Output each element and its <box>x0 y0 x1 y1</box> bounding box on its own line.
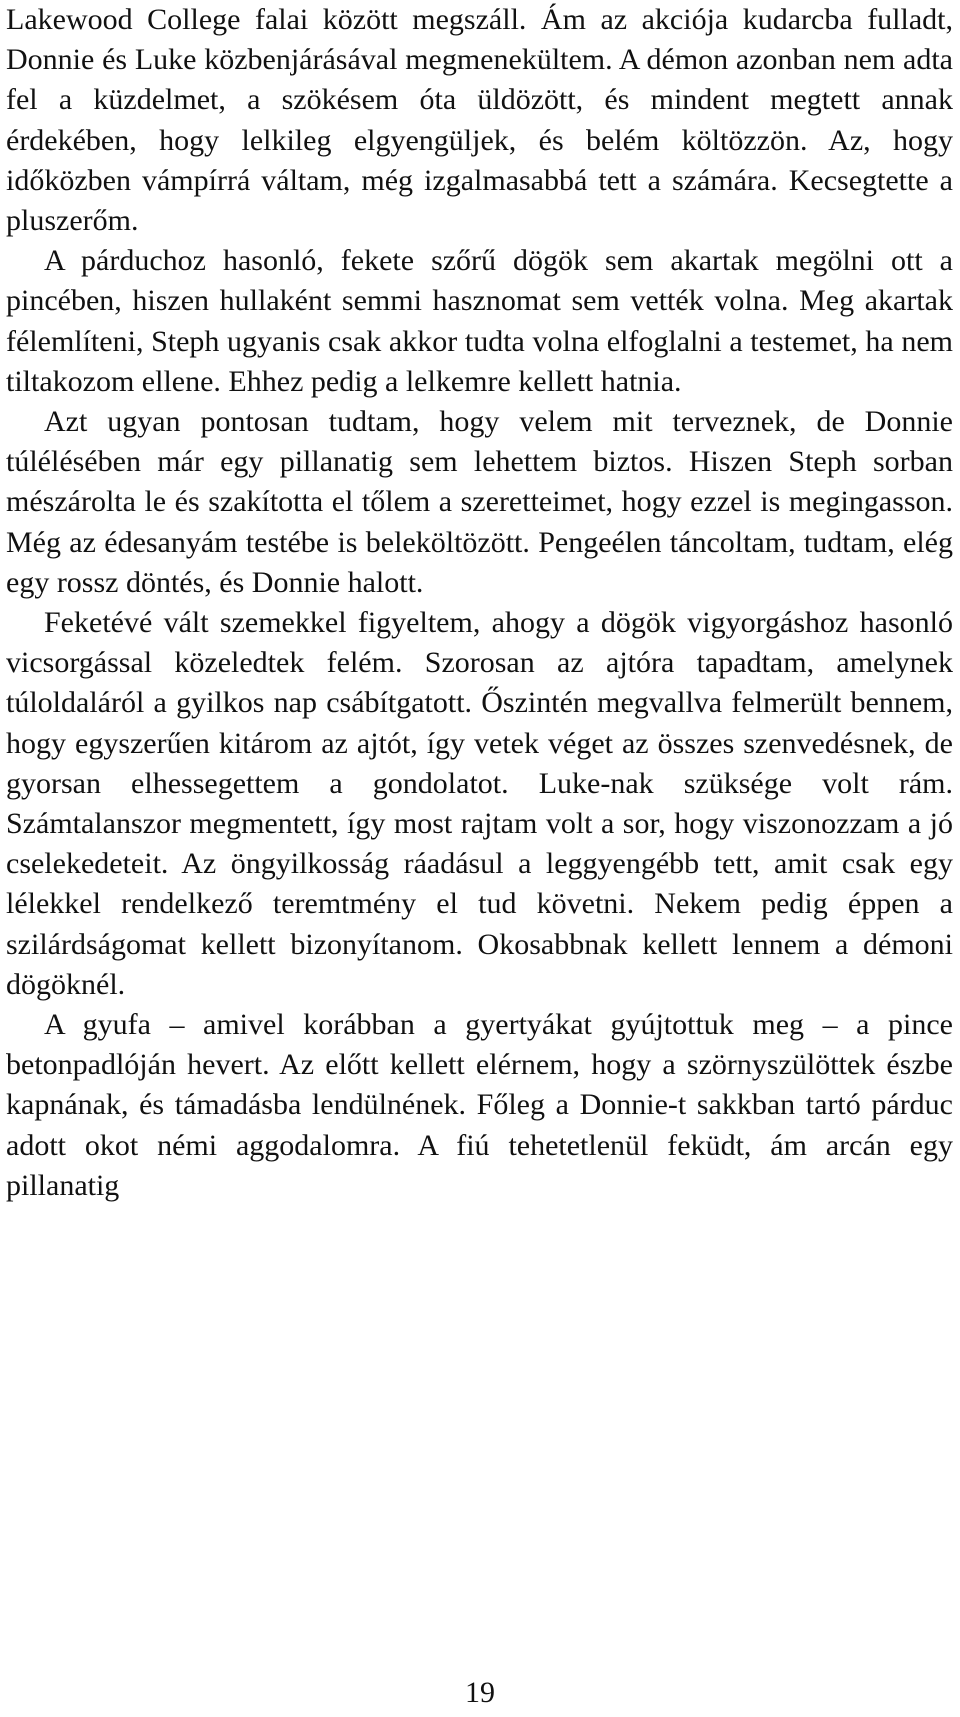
page-number: 19 <box>465 1676 495 1709</box>
paragraph-3: Azt ugyan pontosan tudtam, hogy velem mit terveznek, de Donnie túlélésében már egy pillanatig sem lehettem biztos. Hiszen Steph sorban mészárolta le és szakította el tőlem a szeretteimet, hogy ezzel is megingasson. Még az édesanyám testébe is beleköltözött. Pengeélen táncoltam, tudtam, elég egy rossz döntés, és Donnie halott. <box>6 405 953 599</box>
paragraph-1: Lakewood College falai között megszáll. Ám az akciója kudarcba fulladt, Donnie és Luke közbenjárásával megmenekültem. A démon azonban nem adta fel a küzdelmet, a szökésem óta üldözött, és mindent megtett annak érdekében, hogy lelkileg elgyengüljek, és belém költözzön. Az, hogy időközben vámpírrá váltam, még izgalmasabbá tett a számára. Kecsegtette a pluszerőm. <box>6 3 953 238</box>
paragraph-4: Feketévé vált szemekkel figyeltem, ahogy a dögök vigyorgáshoz hasonló vicsorgással közeledtek felém. Szorosan az ajtóra tapadtam, amelynek túloldaláról a gyilkos nap csábítgatott. Őszintén megvallva felmerült bennem, hogy egyszerűen kitárom az ajtót, így vetek véget az összes szenvedésnek, de gyorsan elhessegettem a gondolatot. Luke-nak szüksége volt rám. Számtalanszor megmentett, így most rajtam volt a sor, hogy viszonozzam a jó cselekedeteit. Az öngyilkosság ráadásul a leggyengébb tett, amit csak egy lélekkel rendelkező teremtmény el tud követni. Nekem pedig éppen a szilárdságomat kellett bizonyítanom. Okosabbnak kellett lennem a démoni dögöknél. <box>6 606 953 1001</box>
paragraph-2: A párduchoz hasonló, fekete szőrű dögök sem akartak megölni ott a pincében, hiszen hullaként semmi hasznomat sem vették volna. Meg akartak félemlíteni, Steph ugyanis csak akkor tudta volna elfoglalni a testemet, ha nem tiltakozom ellene. Ehhez pedig a lelkemre kellett hatnia. <box>6 244 953 398</box>
page-body-text <box>6 0 953 1206</box>
paragraph-5: A gyufa – amivel korábban a gyertyákat gyújtottuk meg – a pince betonpadlóján hevert. Az előtt kellett elérnem, hogy a szörnyszülöttek észbe kapnának, és támadásba lendülnének. Főleg a Donnie-t sakkban tartó párduc adott okot némi aggodalomra. A fiú tehetetlenül feküdt, ám arcán egy pillanatig <box>6 1008 953 1202</box>
